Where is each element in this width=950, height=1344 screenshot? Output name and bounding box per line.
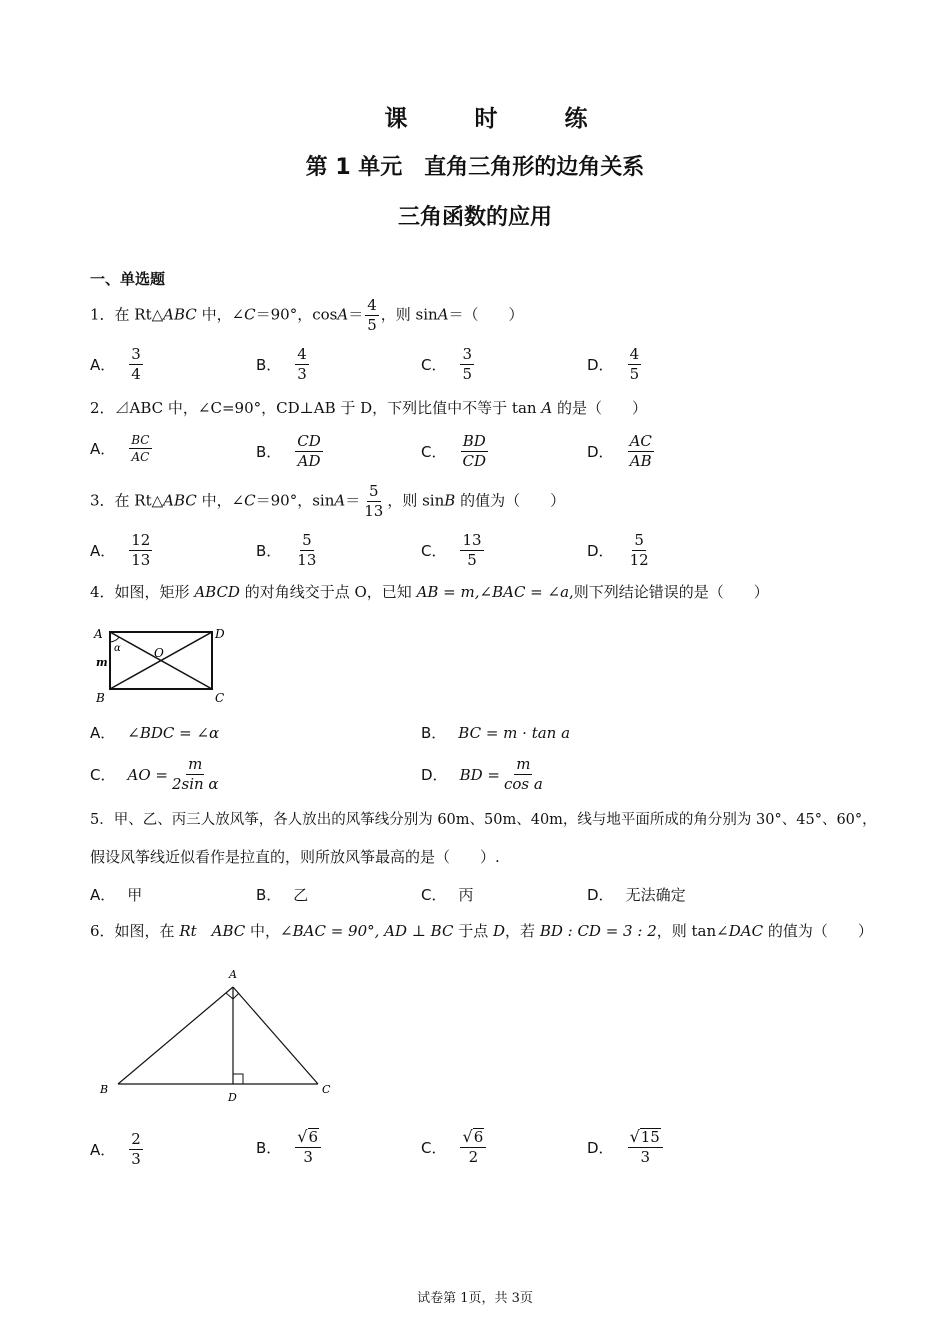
q1-option-a[interactable]: A． $\frac{3}{4}$ [90, 345, 141, 383]
label-b: B [96, 691, 105, 705]
label-o: O [154, 646, 164, 660]
q6-option-a[interactable]: A． $\frac{2}{3}$ [90, 1130, 141, 1168]
question-5-line-1: 5．甲、乙、丙三人放风筝，各人放出的风筝线分别为 60m、50m、40m，线与地平面所成的角分别为 30°、45°、60°， [90, 812, 877, 828]
section-heading: 一、单选题 [90, 270, 166, 288]
label-a: A [94, 627, 103, 641]
q2-option-c[interactable]: C． $\frac{BD}{CD}$ [421, 432, 486, 470]
q1-option-b[interactable]: B． $\frac{4}{3}$ [256, 345, 307, 383]
question-5-line-2: 假设风筝线近似看作是拉直的，则所放风筝最高的是（ ）. [90, 848, 500, 866]
q2-option-b[interactable]: B． $\frac{CD}{AD}$ [256, 432, 321, 470]
q5-option-d[interactable]: D． 无法确定 [587, 886, 686, 904]
question-6: 6．如图，在 Rt ABC 中，∠BAC = 90°, AD ⊥ BC 于点 D，若 BD : CD = 3 : 2，则 tan∠DAC 的值为（ ） [90, 922, 873, 940]
q2-option-d[interactable]: D． $\frac{AC}{AB}$ [587, 432, 652, 470]
lesson-title: 三角函数的应用 [397, 205, 552, 230]
q3-option-a[interactable]: A． $\frac{12}{13}$ [90, 531, 151, 569]
label-c: C [322, 1083, 331, 1096]
q2-option-a[interactable]: A． $\frac{BC}{AC}$ [90, 433, 150, 464]
question-3: 3．在 Rt△ABC 中，∠C＝90°，sinA＝ $\frac{5}{13}$ ，则 sinB 的值为（ ） [90, 482, 566, 520]
q3-option-c[interactable]: C． $\frac{13}{5}$ [421, 531, 482, 569]
q3-option-d[interactable]: D． $\frac{5}{12}$ [587, 531, 649, 569]
q1-option-c[interactable]: C． $\frac{3}{5}$ [421, 345, 473, 383]
q6-option-b[interactable]: B． √ 6 3 [256, 1128, 323, 1167]
q4-option-c[interactable]: C． AO = $\frac{m}{\text{2sin α}}$ [90, 755, 219, 793]
question-1: 1．在 Rt△ABC 中，∠C＝90°，cosA＝ $\frac{4}{5}$ ，则 sinA＝（ ） [90, 296, 524, 334]
label-a: A [229, 968, 237, 981]
label-alpha: α [114, 643, 121, 654]
question-4: 4．如图，矩形 ABCD 的对角线交于点 O，已知 AB = m,∠BAC = ∠a,则下列结论错误的是（ ） [90, 583, 769, 601]
q5-option-a[interactable]: A． 甲 [90, 886, 143, 904]
page-footer: 试卷第 1页，共 3页 [417, 1291, 533, 1306]
q6-option-c[interactable]: C． √ 6 2 [421, 1128, 488, 1167]
q5-option-c[interactable]: C． 丙 [421, 886, 474, 904]
page-title: 课 时 练 [384, 106, 610, 132]
rectangle-figure [90, 622, 240, 707]
unit-title: 第 1 单元 直角三角形的边角关系 [305, 155, 645, 180]
fraction: $\frac{5}{13}$ [364, 482, 384, 520]
q4-option-a[interactable]: A． ∠BDC = ∠α [90, 723, 220, 742]
triangle-figure [92, 962, 342, 1107]
label-d: D [215, 627, 225, 641]
question-2: 2．⊿ABC 中，∠C=90°，CD⊥AB 于 D，下列比值中不等于 tan A 的是（ ） [90, 399, 647, 417]
q6-option-d[interactable]: D． √ 15 3 [587, 1128, 665, 1167]
q3-option-b[interactable]: B． $\frac{5}{13}$ [256, 531, 317, 569]
label-b: B [100, 1083, 109, 1096]
label-c: C [215, 691, 225, 705]
label-m: m [96, 656, 108, 669]
label-d: D [228, 1091, 237, 1104]
fraction: $\frac{4}{5}$ [367, 296, 377, 334]
q1-option-d[interactable]: D． $\frac{4}{5}$ [587, 345, 640, 383]
q4-option-b[interactable]: B． BC = m · tan a [421, 723, 571, 742]
q4-option-d[interactable]: D． BD = $\frac{m}{\text{cos a}}$ [421, 755, 543, 793]
q5-option-b[interactable]: B． 乙 [256, 886, 309, 904]
